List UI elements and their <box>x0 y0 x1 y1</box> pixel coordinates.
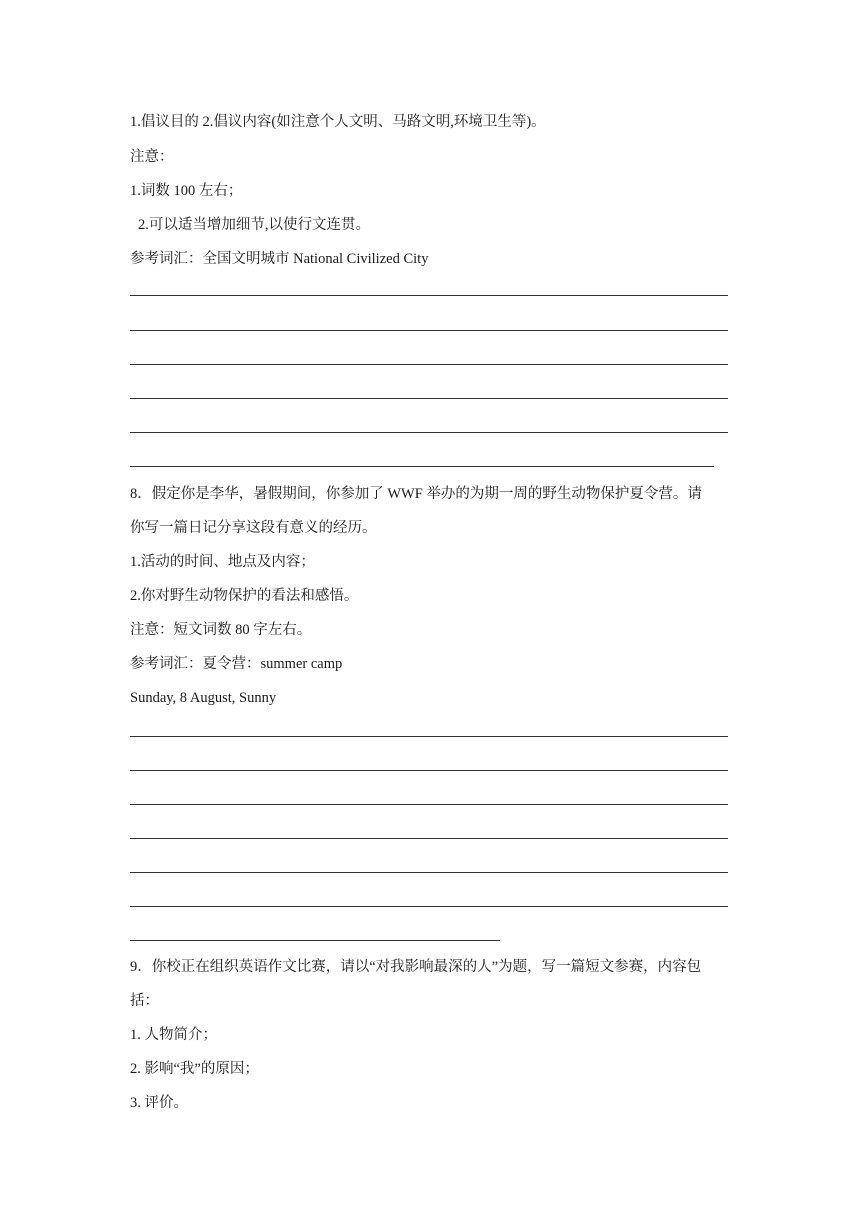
answer-line <box>130 770 728 771</box>
q9-point-3: 3. 评价。 <box>130 1095 188 1111</box>
q7-note-label: 注意： <box>130 149 174 165</box>
answer-line <box>130 330 728 331</box>
answer-line <box>130 906 728 907</box>
q9-point-2: 2. 影响“我”的原因； <box>130 1061 259 1077</box>
q9-prompt-line-2: 括： <box>130 993 159 1009</box>
q7-requirements: 1.倡议目的 2.倡议内容(如注意个人文明、马路文明,环境卫生等)。 <box>130 114 546 130</box>
answer-line <box>130 364 728 365</box>
answer-line <box>130 295 728 296</box>
answer-line <box>130 466 714 467</box>
q8-prompt-line-1: 8．假定你是李华，暑假期间，你参加了 WWF 举办的为期一周的野生动物保护夏令营。请 <box>130 486 702 502</box>
answer-line <box>130 838 728 839</box>
q7-vocab: 参考词汇：全国文明城市 National Civilized City <box>130 251 429 267</box>
q7-note-2: 2.可以适当增加细节,以使行文连贯。 <box>138 217 370 233</box>
q8-diary-header: Sunday, 8 August, Sunny <box>130 690 277 706</box>
q9-point-1: 1. 人物简介； <box>130 1027 217 1043</box>
q8-prompt-line-2: 你写一篇日记分享这段有意义的经历。 <box>130 520 377 536</box>
answer-line <box>130 398 728 399</box>
q8-point-2: 2.你对野生动物保护的看法和感悟。 <box>130 588 359 604</box>
q7-note-1: 1.词数 100 左右； <box>130 183 243 199</box>
answer-line <box>130 940 500 941</box>
answer-line <box>130 736 728 737</box>
q8-point-1: 1.活动的时间、地点及内容； <box>130 554 315 570</box>
q8-vocab: 参考词汇：夏令营：summer camp <box>130 656 343 672</box>
q9-prompt-line-1: 9．你校正在组织英语作文比赛，请以“对我影响最深的人”为题，写一篇短文参赛，内容包 <box>130 959 702 975</box>
answer-line <box>130 432 728 433</box>
answer-line <box>130 872 728 873</box>
q8-note: 注意：短文词数 80 字左右。 <box>130 622 312 638</box>
answer-line <box>130 804 728 805</box>
